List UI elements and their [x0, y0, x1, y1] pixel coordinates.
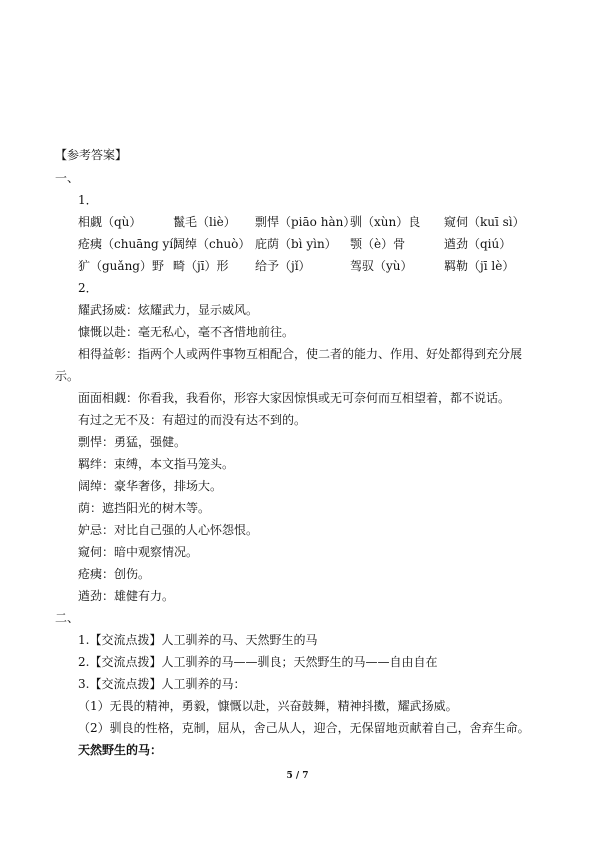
- definition-line: 荫：遮挡阳光的树木等。: [78, 501, 211, 515]
- section-1-label: 一、: [55, 171, 80, 185]
- section-2-label: 二、: [55, 611, 80, 625]
- pinyin-row: [0, 215, 595, 229]
- pinyin-cell: 驯（xùn）良: [350, 215, 421, 229]
- pinyin-cell: 鬣毛（liè）: [173, 215, 236, 229]
- pinyin-cell: 阔绰（chuò）: [173, 237, 251, 251]
- answer-item: 2.【交流点拨】人工驯养的马——驯良；天然野生的马——自由自在: [78, 655, 438, 669]
- definition-line: 耀武扬威：炫耀武力，显示威风。: [78, 303, 259, 317]
- pinyin-row: [0, 237, 595, 251]
- page-number: 5 / 7: [286, 771, 309, 781]
- pinyin-cell: 剽悍（piāo hàn）: [255, 215, 356, 229]
- question-2-number: 2．: [78, 281, 98, 295]
- definition-line: 慷慨以赴：毫无私心，毫不吝惜地前往。: [78, 325, 295, 339]
- pinyin-row: [0, 259, 595, 273]
- answer-heading: 【参考答案】: [55, 148, 128, 162]
- pinyin-cell: 驾驭（yù）: [350, 259, 413, 273]
- pinyin-cell: 颚（è）骨: [350, 237, 406, 251]
- definition-line: 窥伺：暗中观察情况。: [78, 545, 199, 559]
- definition-line: 遒劲：雄健有力。: [78, 589, 175, 603]
- answer-item: 1.【交流点拨】人工驯养的马、天然野生的马: [78, 633, 318, 647]
- answer-item: 3.【交流点拨】人工驯养的马：: [78, 677, 246, 691]
- pinyin-cell: 犷（guǎng）野: [78, 259, 164, 273]
- definition-line: 剽悍：勇猛，强健。: [78, 435, 187, 449]
- pinyin-cell: 庇荫（bì yìn）: [255, 237, 337, 251]
- definition-line: 疮痍：创伤。: [78, 567, 151, 581]
- pinyin-cell: 给予（jǐ）: [255, 259, 311, 273]
- definition-line: 羁绊：束缚，本文指马笼头。: [78, 457, 235, 471]
- answer-subitem: （1）无畏的精神，勇毅，慷慨以赴，兴奋鼓舞，精神抖擞，耀武扬威。: [78, 699, 458, 713]
- wild-horse-heading: 天然野生的马：: [78, 743, 163, 757]
- pinyin-cell: 遒劲（qiú）: [444, 237, 512, 251]
- pinyin-cell: 窥伺（kuī sì）: [444, 215, 525, 229]
- definition-line: 阔绰：豪华奢侈，排场大。: [78, 479, 223, 493]
- definition-line: 相得益彰：指两个人或两件事物互相配合，使二者的能力、作用、好处都得到充分展: [78, 347, 523, 361]
- answer-subitem: （2）驯良的性格，克制，屈从，舍己从人，迎合，无保留地贡献着自己，舍弃生命。: [78, 721, 530, 735]
- definition-line: 妒忌：对比自己强的人心怀怨恨。: [78, 523, 259, 537]
- pinyin-cell: 畸（jī）形: [173, 259, 229, 273]
- pinyin-cell: 羁勒（jī lè）: [444, 259, 515, 273]
- definition-line: 有过之无不及：有超过的而没有达不到的。: [78, 413, 307, 427]
- pinyin-cell: 疮痍（chuāng yí）: [78, 237, 186, 251]
- pinyin-cell: 相觑（qù）: [78, 215, 142, 229]
- definition-line: 面面相觑：你看我，我看你，形容大家因惊惧或无可奈何而互相望着，都不说话。: [78, 391, 511, 405]
- question-1-number: 1．: [78, 193, 98, 207]
- definition-line-wrap: 示。: [55, 369, 80, 383]
